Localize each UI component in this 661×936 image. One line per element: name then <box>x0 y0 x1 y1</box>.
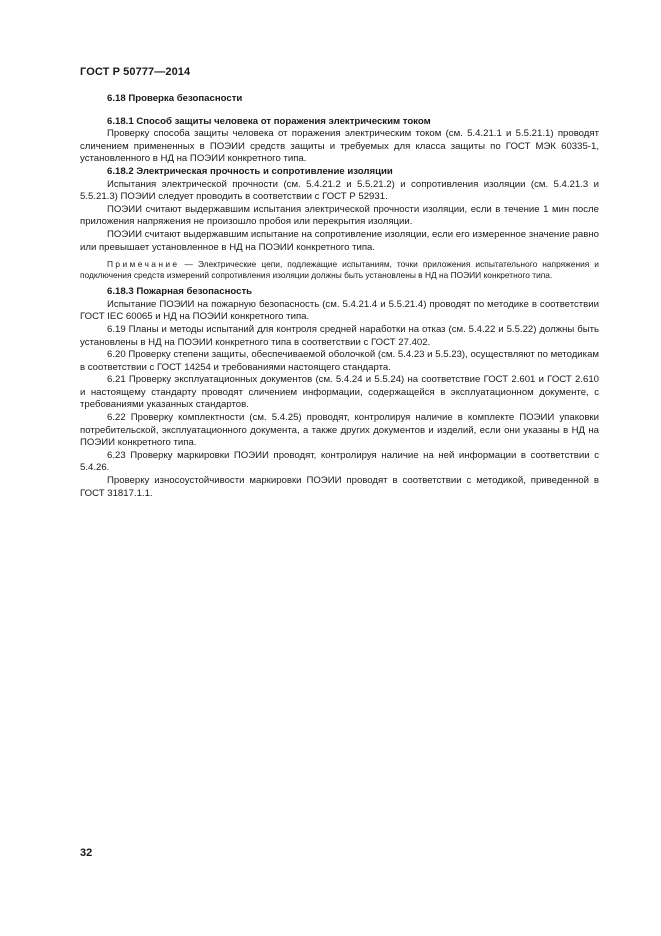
section-6-18-2-heading: 6.18.2 Электрическая прочность и сопротивление изоляции <box>107 165 393 177</box>
section-6-18-heading: 6.18 Проверка безопасности <box>107 93 243 104</box>
section-6-23-paragraph: 6.23 Проверку маркировки ПОЭИИ проводят, контролируя наличие на ней информации в соответствии с 5.4.26. <box>80 449 599 474</box>
document-body <box>80 93 599 500</box>
section-6-21-paragraph: 6.21 Проверку эксплуатационных документов (см. 5.4.24 и 5.5.24) на соответствие ГОСТ 2.601 и ГОСТ 2.610 и настоящему стандарту проводят сличением информации, содержащейся в эксплуатационном документе, с требованиями указанных стандартов. <box>80 374 599 411</box>
page-number: 32 <box>80 847 93 859</box>
note <box>80 259 599 281</box>
paragraph: ПОЭИИ считают выдержавшим испытание на сопротивление изоляции, если его измеренное значение равно или превышает установленное в НД на ПОЭИИ конкретного типа. <box>80 228 599 253</box>
paragraph: Проверку износоустойчивости маркировки ПОЭИИ проводят в соответствии с методикой, приведенной в ГОСТ 31817.1.1. <box>80 475 599 499</box>
paragraph: ПОЭИИ считают выдержавшим испытания электрической прочности изоляции, если в течение 1 мин после приложения напряжения не произошло пробоя или перекрытия изоляции. <box>80 203 599 228</box>
note-text: — Электрические цепи, подлежащие испытаниям, точки приложения испытательного напряжения и подключения средств измерений сопротивления изоляции должны быть установлены в НД на ПОЭИИ конкретного типа. <box>80 259 599 281</box>
paragraph: Проверку способа защиты человека от поражения электрическим током (см. 5.4.21.1 и 5.5.21.1) проводят сличением примененных в ПОЭИИ средств защиты и требуемых для класса защиты по ГОСТ МЭК 60335-1, установленного в НД на ПОЭИИ конкретного типа. <box>80 128 599 165</box>
section-6-18-1-heading: 6.18.1 Способ защиты человека от поражения электрическим током <box>107 115 431 127</box>
section-6-20-paragraph: 6.20 Проверку степени защиты, обеспечиваемой оболочкой (см. 5.4.23 и 5.5.23), осуществляют по методикам в соответствии с ГОСТ 14254 и требованиями настоящего стандарта. <box>80 349 599 373</box>
section-6-18-3-heading: 6.18.3 Пожарная безопасность <box>107 286 253 298</box>
paragraph: Испытание ПОЭИИ на пожарную безопасность (см. 5.4.21.4 и 5.5.21.4) проводят по методике в соответствии ГОСТ IEC 60065 и НД на ПОЭИИ конкретного типа. <box>80 298 599 323</box>
document-code-header: ГОСТ Р 50777—2014 <box>80 66 191 78</box>
paragraph: Испытания электрической прочности (см. 5.4.21.2 и 5.5.21.2) и сопротивления изоляции (см. 5.4.21.3 и 5.5.21.3) ПОЭИИ следует проводить в соответствии с ГОСТ Р 52931. <box>80 178 599 203</box>
note-label: Примечание <box>107 259 180 270</box>
section-6-19-paragraph: 6.19 Планы и методы испытаний для контроля средней наработки на отказ (см. 5.4.22 и 5.5.22) должны быть установлены в НД на ПОЭИИ конкретного типа в соответствии с ГОСТ 27.402. <box>80 323 599 348</box>
section-6-22-paragraph: 6.22 Проверку комплектности (см. 5.4.25) проводят, контролируя наличие в комплекте ПОЭИИ упаковки потребительской, эксплуатационного документа, а также других документов и изделий, если они указаны в НД на ПОЭИИ конкретного типа. <box>80 412 599 449</box>
